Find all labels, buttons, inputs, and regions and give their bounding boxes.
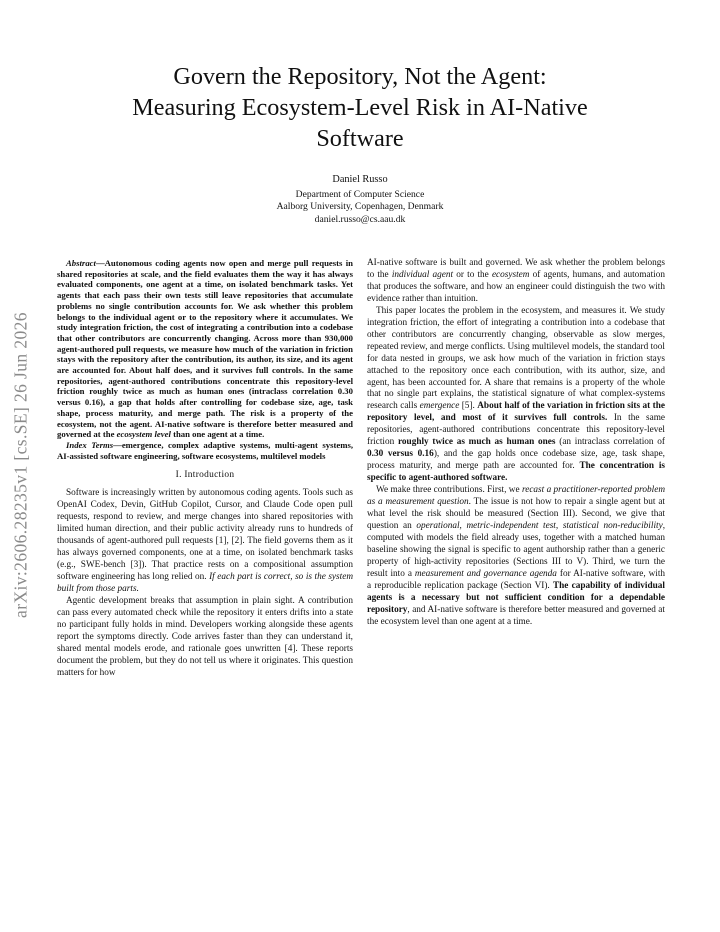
intro-italic: If each part is correct, so is the system built from those parts. (57, 571, 353, 594)
intro-paragraph (57, 488, 353, 596)
body-italic: operational, metric-independent test, statistical non-reducibility (416, 520, 663, 531)
body-text: AI-native software is built and governed. We ask whether the problem belongs to the (367, 258, 665, 280)
index-terms-label: Index Terms (66, 439, 114, 450)
abstract-text: —Autonomous coding agents now open and merge pull requests in shared repositories at scale, and the field evaluates them the way it has always evaluated components, one agent at a time, on isolated benchmark tasks. Yet agents that each pass their own tests still leave repositories that accumulate problems no single contribution accounts for. We ask whether this problem belongs to the individual agent or to the repository where it accumulates. We study integration friction, the cost of integrating a contribution into a codebase that other contributors are concurrently changing. Across more than 930,000 agent-authored pull requests, we measure how much of the variation in friction stays with the repository after the contribution, its author, its size, and its agent are accounted for. About half does, and it survives full controls. In the same repositories, agent-authored contributions concentrate this repository-level friction roughly twice as much as human ones (intraclass correlation 0.30 versus 0.16), a gap that holds after controlling for codebase size, age, task shape, process maturity, and merge path. The risk is a property of the ecosystem, not the agent. AI-native software is therefore better measured and governed at the (57, 258, 353, 440)
body-text: (an intraclass correlation of (555, 437, 665, 448)
author-block (200, 174, 520, 226)
title-line: Measuring Ecosystem-Level Risk in AI-Native (132, 94, 588, 121)
body-text: This paper locates the problem in the ecosystem, and measures it. We study integration friction, the effort of integrating a contribution into a codebase that other contributors are concurrently changing, observable as slow merges, repeated review, and merge conflicts. Using multilevel models, the standard tool for data nested in groups, we ask how much of the variation in friction stays attached to the repository once each contribution, with its author, size, and agent, has been accounted for. A share that remains is a property of the whole that no single part explains, the statistical signature of what complex-systems research calls (367, 305, 665, 412)
body-text: . The issue is not how to repair a single agent but at what level the risk should be measured (Section III). Second, we give that question an (367, 497, 665, 531)
author-department: Department of Computer Science (295, 188, 425, 200)
author-name: Daniel Russo (332, 174, 388, 185)
abstract-emphasis: ecosystem level (116, 429, 171, 440)
intro-paragraph (57, 596, 353, 680)
body-text: of agents, humans, and automation that produces the software, and how an engineer could distinguish the two with evidence rather than intuition. (367, 269, 666, 304)
section-heading: I. Introduction (175, 470, 235, 481)
right-column (367, 258, 665, 629)
body-italic: emergence (419, 401, 460, 412)
body-text: for AI-native software, with a reproducible replication package (Section VI). (367, 568, 666, 591)
arxiv-identifier-text: arXiv:2606.28235v1 [cs.SE] 26 Jun 2026 (10, 312, 31, 618)
body-bold: The capability of individual agents is a necessary but not sufficient condition for a dependable repository (367, 580, 665, 615)
body-text: or to the (453, 269, 492, 280)
body-italic: recast a practitioner-reported problem as a measurement question (367, 485, 665, 508)
left-column (57, 258, 353, 680)
body-paragraph (367, 258, 665, 306)
body-bold: The concentration is specific to agent-authored software. (367, 461, 665, 484)
body-bold: roughly twice as much as human ones (397, 437, 556, 448)
author-affiliation: Aalborg University, Copenhagen, Denmark (276, 201, 444, 213)
body-italic: ecosystem (491, 269, 530, 280)
body-italic: individual agent (391, 269, 454, 280)
body-paragraph (367, 485, 665, 628)
intro-text: Agentic development breaks that assumption in plain sight. A contribution can pass every automated check while the repository it enters drifts into a state no participant fully holds in mind. Developers working alongside these agents report the symptoms directly. Code arrives faster than they can understand it, shared mental models erode, and rationale goes unwritten [4]. These reports document the problem, but they do not tell us where it originates. This question matters for how (57, 595, 353, 678)
body-text: In the same repositories, agent-authored contributions concentrate this repository-level friction (367, 413, 665, 448)
body-paragraph (367, 306, 665, 485)
index-terms (57, 440, 353, 461)
body-text: We make three contributions. First, we (376, 485, 522, 496)
body-text: [5]. (459, 401, 478, 412)
paper-title (70, 61, 650, 154)
author-email: daniel.russo@cs.aau.dk (314, 213, 406, 225)
body-bold: About half of the variation in friction sits at the repository level, and most of it survives full controls. (367, 401, 665, 424)
body-italic: measurement and governance agenda (414, 568, 557, 579)
intro-text: Software is increasingly written by autonomous coding agents. Tools such as OpenAI Codex, Devin, GitHub Copilot, Cursor, and Claude Code open pull requests, respond to review, and merge changes into shared repositories with limited human direction, and their public activity already runs to hundreds of thousands of agent-authored pull requests [1], [2]. The field governs them as it has always governed components, one at a time, on isolated benchmark tasks (e.g., SWE-bench [3]). That practice rests on a compositional assumption software engineering has long relied on. (57, 488, 353, 582)
abstract-label: Abstract (66, 258, 96, 268)
abstract-tail: than one agent at a time. (170, 429, 265, 440)
body-bold: 0.30 versus 0.16 (367, 449, 434, 460)
body-text: ), and the gap holds once codebase size, age, task shape, process maturity, and merge path are accounted for. (367, 449, 665, 472)
body-text: , and AI-native software is therefore better measured and governed at the ecosystem level than one agent at a time. (367, 604, 665, 627)
title-line: Govern the Repository, Not the Agent: (173, 63, 547, 90)
index-terms-text: —emergence, complex adaptive systems, multi-agent systems, AI-assisted software engineering, software ecosystems, multilevel models (57, 439, 353, 461)
title-line: Software (316, 125, 404, 152)
body-text: , computed with models the field already uses, together with a matched human baseline showing the signal is specific to agent authorship rather than a generic property of high-activity repositories (Sections III to V). Third, we turn the result into a (367, 520, 666, 579)
abstract (57, 258, 353, 440)
arxiv-identifier (9, 250, 33, 680)
